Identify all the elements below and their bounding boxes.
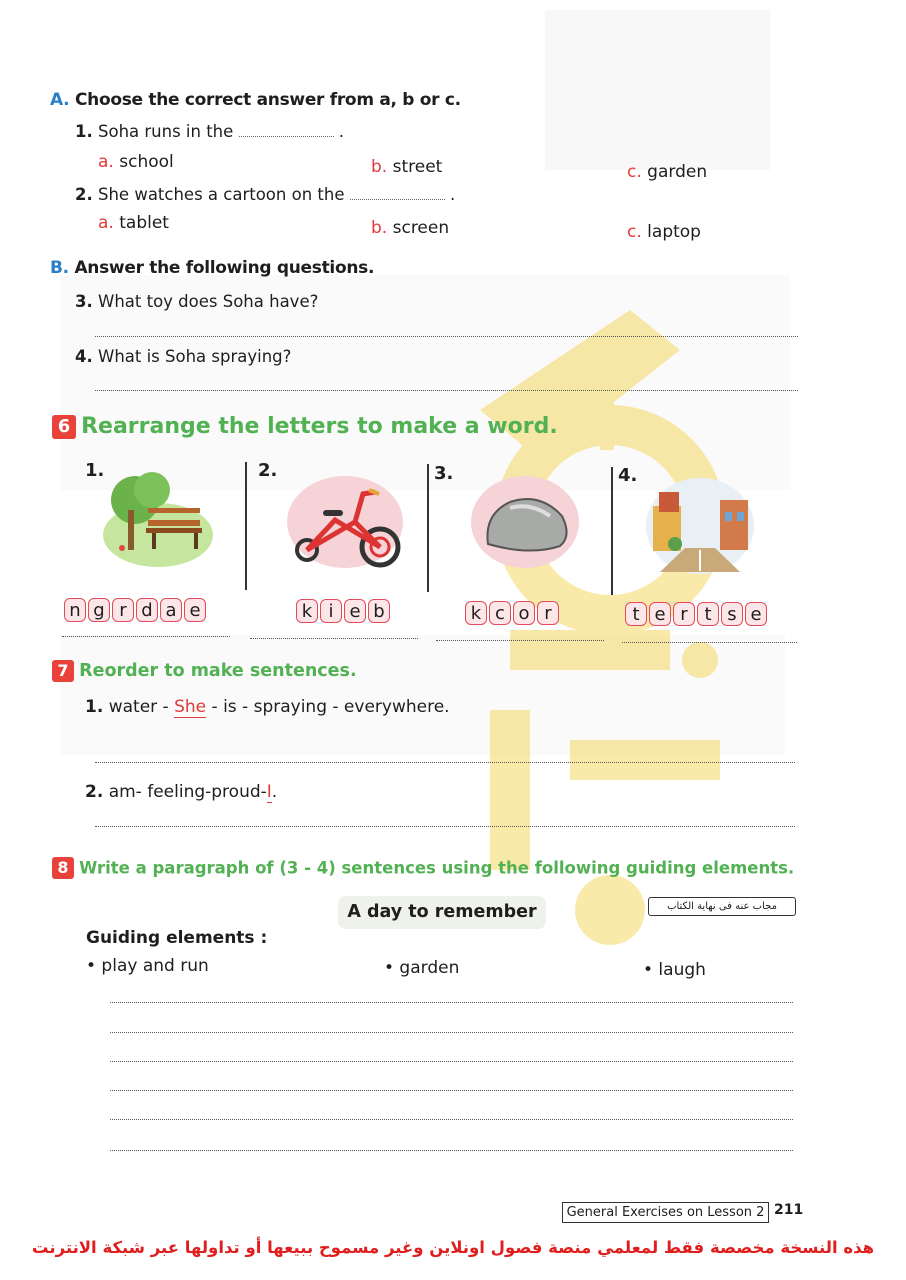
sentence-2-number: 2. — [85, 782, 104, 802]
option-text: school — [119, 152, 174, 172]
bicycle-icon — [285, 472, 403, 572]
exercise-7-title: Reorder to make sentences. — [79, 661, 357, 681]
option-text: screen — [392, 218, 450, 238]
letter-tile[interactable]: b — [368, 599, 390, 623]
section-b-heading — [50, 258, 374, 278]
letter-tiles-2 — [296, 599, 390, 623]
paragraph-line-3[interactable] — [110, 1061, 793, 1062]
letter-tile[interactable]: i — [320, 599, 342, 623]
exercise-8-title: Write a paragraph of (3 - 4) sentences using the following guiding elements. — [79, 858, 795, 878]
guiding-element-2: • garden — [384, 958, 460, 978]
letter-tile[interactable]: k — [465, 601, 487, 625]
section-b-title: Answer the following questions. — [74, 258, 375, 278]
section-b-letter: B. — [50, 258, 69, 278]
exercise-6-title: Rearrange the letters to make a word. — [81, 414, 558, 439]
exercise-6-heading — [52, 414, 558, 439]
letter-tile[interactable]: r — [673, 602, 695, 626]
exercise-8-number: 8 — [52, 857, 74, 879]
sentence-1-number: 1. — [85, 697, 104, 717]
sentence-2 — [85, 782, 277, 802]
option-text: tablet — [119, 213, 169, 233]
sentence-2-highlight: I — [266, 782, 272, 802]
answer-line-3[interactable] — [95, 336, 798, 337]
question-2-number: 2. — [75, 185, 93, 204]
option-letter: c. — [627, 162, 642, 182]
question-3 — [75, 292, 318, 311]
answer-key-note: مجاب عنه فى نهاية الكتاب — [648, 897, 796, 916]
letter-tile[interactable]: t — [625, 602, 647, 626]
letter-tile[interactable]: r — [537, 601, 559, 625]
letter-tile[interactable]: a — [160, 598, 182, 622]
answer-line-sentence-2[interactable] — [95, 826, 795, 827]
section-a-title: Choose the correct answer from a, b or c. — [74, 90, 461, 110]
question-4-text: What is Soha spraying? — [98, 347, 292, 366]
question-1-end: . — [338, 122, 345, 141]
option-2b[interactable] — [371, 218, 449, 238]
show-through-area — [545, 10, 770, 170]
guiding-element-3: • laugh — [643, 960, 706, 980]
footer-lesson-label: General Exercises on Lesson 2 — [562, 1202, 769, 1223]
letter-tiles-1 — [64, 598, 206, 622]
letter-tiles-3 — [465, 601, 559, 625]
section-a-heading — [50, 90, 461, 110]
paragraph-line-5[interactable] — [110, 1119, 793, 1120]
question-3-number: 3. — [75, 292, 93, 311]
option-letter: a. — [98, 152, 114, 172]
option-text: street — [392, 157, 443, 177]
sentence-1-part: - is - spraying - everywhere. — [206, 697, 450, 717]
question-1-text: Soha runs in the — [98, 122, 234, 141]
letter-tile[interactable]: e — [745, 602, 767, 626]
question-2-text: She watches a cartoon on the — [98, 185, 345, 204]
letter-tile[interactable]: o — [513, 601, 535, 625]
option-letter: a. — [98, 213, 114, 233]
item-2-number: 2. — [258, 460, 278, 481]
answer-line-item-1[interactable] — [62, 636, 230, 637]
section-a-letter: A. — [50, 90, 70, 110]
letter-tile[interactable]: e — [184, 598, 206, 622]
answer-line-sentence-1[interactable] — [95, 762, 795, 763]
paragraph-topic: A day to remember — [338, 896, 546, 929]
item-1-number: 1. — [85, 460, 105, 481]
street-icon — [645, 476, 755, 576]
question-2-blank[interactable] — [350, 185, 445, 200]
question-2 — [75, 185, 455, 204]
column-divider — [427, 464, 429, 592]
question-1-blank[interactable] — [239, 122, 334, 137]
guiding-elements-label: Guiding elements : — [86, 928, 268, 948]
option-2a[interactable] — [98, 213, 169, 233]
paragraph-line-4[interactable] — [110, 1090, 793, 1091]
sentence-2-part: am- feeling-proud- — [108, 782, 267, 802]
letter-tile[interactable]: s — [721, 602, 743, 626]
option-text: laptop — [647, 222, 701, 242]
sentence-1 — [85, 697, 450, 717]
column-divider — [245, 462, 247, 590]
answer-line-item-2[interactable] — [250, 638, 418, 639]
item-4-number: 4. — [618, 465, 638, 486]
park-bench-icon — [100, 470, 215, 570]
question-4 — [75, 347, 291, 366]
option-2c[interactable] — [627, 222, 701, 242]
option-letter: b. — [371, 157, 388, 177]
letter-tile[interactable]: r — [112, 598, 134, 622]
letter-tile[interactable]: k — [296, 599, 318, 623]
paragraph-line-1[interactable] — [110, 1002, 793, 1003]
sentence-1-part: water - — [108, 697, 175, 717]
letter-tile[interactable]: e — [344, 599, 366, 623]
option-1b[interactable] — [371, 157, 442, 177]
exercise-8-heading — [52, 857, 794, 879]
sentence-1-highlight: She — [174, 697, 207, 717]
guiding-element-1: • play and run — [86, 956, 209, 976]
letter-tile[interactable]: g — [88, 598, 110, 622]
question-1 — [75, 122, 344, 141]
item-3-number: 3. — [434, 463, 454, 484]
option-1a[interactable] — [98, 152, 174, 172]
letter-tiles-4 — [625, 602, 767, 626]
exercise-7-heading — [52, 660, 357, 682]
letter-tile[interactable]: c — [489, 601, 511, 625]
exercise-7-number: 7 — [52, 660, 74, 682]
option-1c[interactable] — [627, 162, 707, 182]
letter-tile[interactable]: e — [649, 602, 671, 626]
copyright-notice: هذه النسخة مخصصة فقط لمعلمي منصة فصول اونلاين وغير مسموح ببيعها أو تداولها عبر شبكة الانترنت — [31, 1238, 875, 1257]
rock-icon — [470, 474, 580, 572]
letter-tile[interactable]: n — [64, 598, 86, 622]
sentence-2-part: . — [271, 782, 278, 802]
answer-line-item-3[interactable] — [436, 640, 604, 641]
option-letter: b. — [371, 218, 388, 238]
question-2-end: . — [450, 185, 456, 204]
question-3-text: What toy does Soha have? — [98, 292, 319, 311]
letter-tile[interactable]: d — [136, 598, 158, 622]
letter-tile[interactable]: t — [697, 602, 719, 626]
page-number: 211 — [774, 1202, 804, 1218]
column-divider — [611, 467, 613, 595]
answer-line-4[interactable] — [95, 390, 798, 391]
paragraph-line-2[interactable] — [110, 1032, 793, 1033]
question-1-number: 1. — [75, 122, 93, 141]
answer-line-item-4[interactable] — [622, 642, 797, 643]
paragraph-line-6[interactable] — [110, 1150, 793, 1151]
option-letter: c. — [627, 222, 642, 242]
option-text: garden — [647, 162, 708, 182]
exercise-6-number: 6 — [52, 415, 76, 439]
question-4-number: 4. — [75, 347, 93, 366]
